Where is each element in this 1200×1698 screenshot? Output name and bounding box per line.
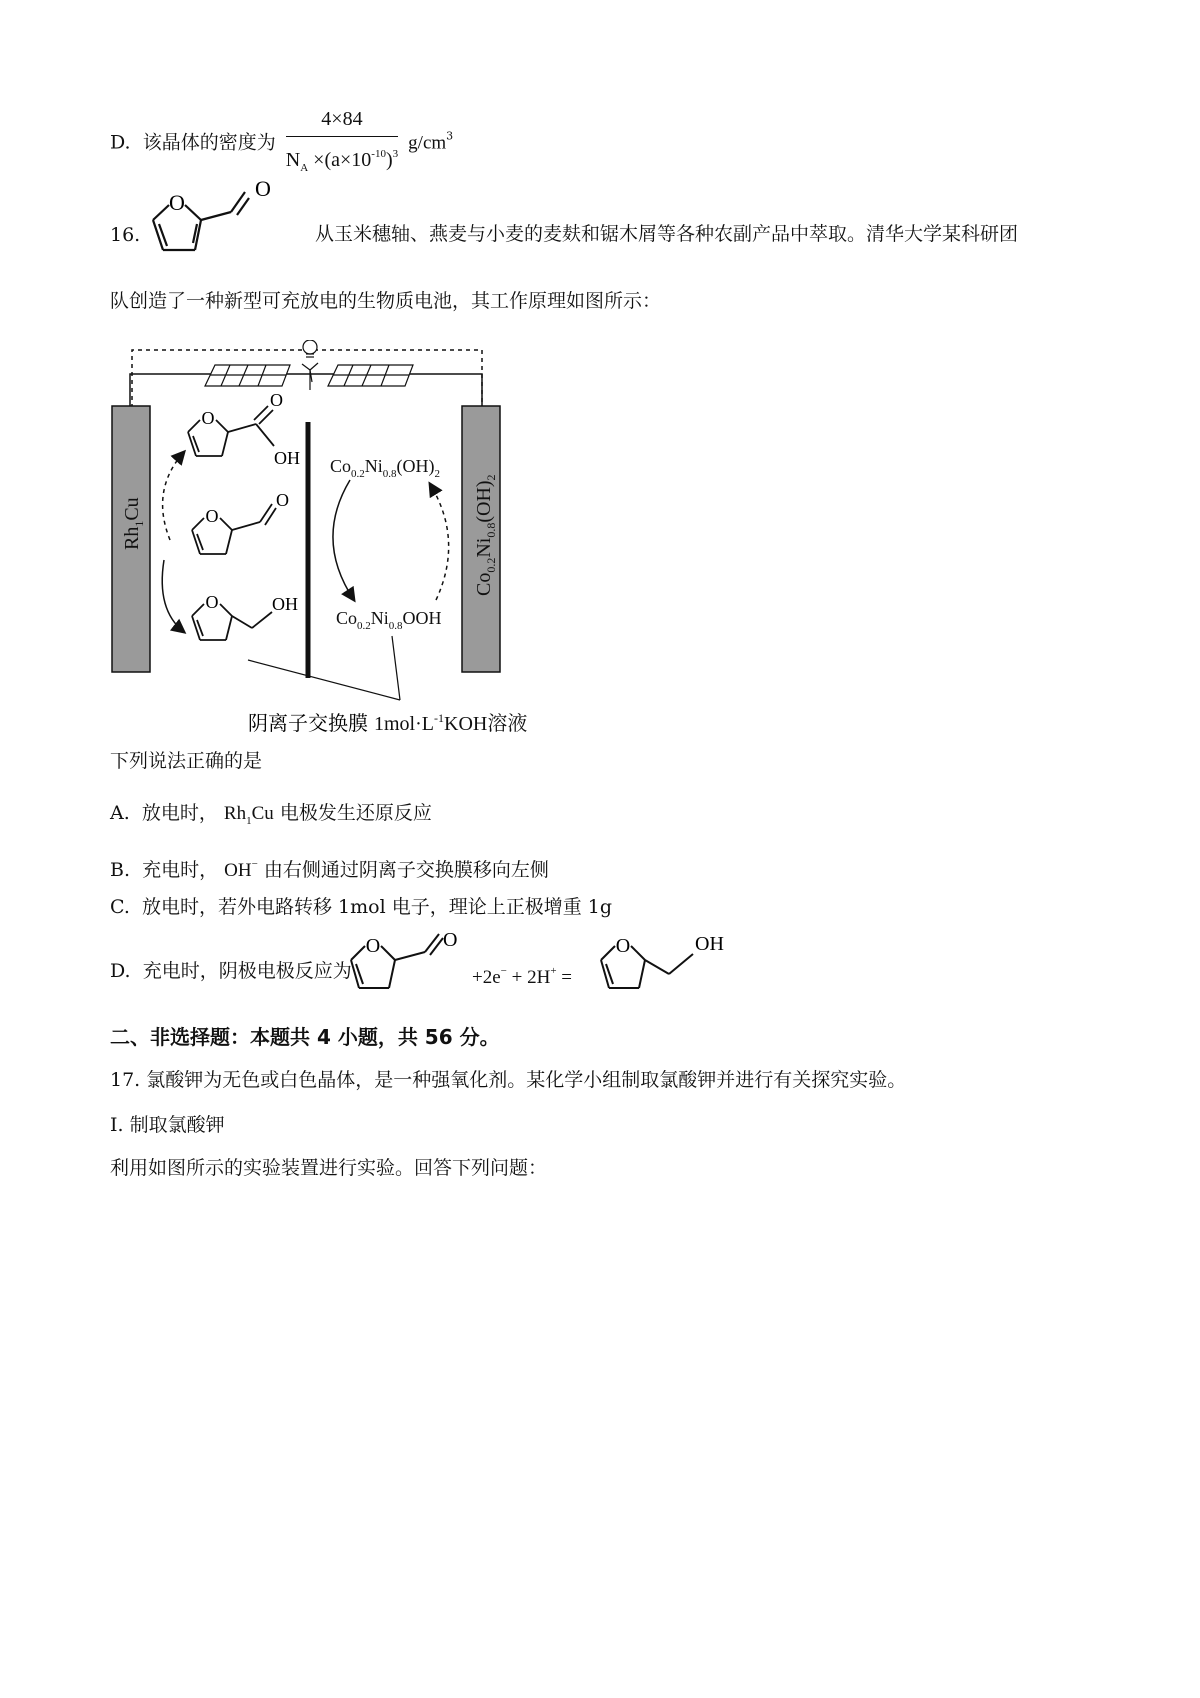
option-d-protons: + 2H: [511, 967, 551, 988]
density-unit: g/cm: [408, 132, 447, 154]
density-fraction: [286, 106, 398, 181]
option-d-text: 充电时，阴极电极反应为: [142, 960, 352, 982]
furoic-acid-carbonyl-o: O: [270, 390, 283, 410]
q16-text-line2: 队创造了一种新型可充放电的生物质电池，其工作原理如图所示：: [110, 290, 662, 312]
option-a-label: A.: [110, 802, 130, 824]
denominator-body: ×(a×10: [313, 149, 372, 171]
option-b[interactable]: [110, 851, 549, 884]
carbonyl-oxygen-label: O: [255, 176, 271, 201]
furfuryl-ring-o: O: [205, 592, 219, 612]
furoic-acid-ring-o: O: [201, 408, 215, 428]
avogadro-subscript: A: [300, 162, 309, 174]
option-b-text2: 由右侧通过阴离子交换膜移向左侧: [263, 859, 549, 881]
furfural-structure-option-d: [345, 930, 465, 1010]
section-2-title: 二、非选择题：本题共 4 小题，共 56 分。: [110, 1025, 500, 1049]
solar-panel-left-icon: [205, 365, 290, 386]
wind-turbine-icon: [302, 363, 318, 390]
oxidation-arrow-dashed: [163, 452, 184, 540]
denominator-cube: 3: [392, 148, 399, 160]
option-a-text2: 电极发生还原反应: [279, 802, 432, 824]
avogadro-symbol: N: [285, 149, 301, 171]
biomass-battery-diagram: [100, 340, 620, 760]
option-b-ion: OH−: [224, 858, 258, 881]
left-electrode-label: $Rh_1Cu$: [121, 497, 146, 550]
furoic-acid-oh: OH: [274, 448, 300, 468]
denominator-exponent: -10: [371, 148, 386, 160]
membrane-caption: 阴离子交换膜: [248, 713, 368, 735]
q16-number: 16.: [110, 224, 141, 246]
option-d-furfural-ring-o: O: [365, 935, 381, 957]
q16-text-line1: 从玉米穗轴、燕麦与小麦的麦麸和锯木屑等各种农副产品中萃取。清华大学某科研团: [315, 223, 1019, 245]
option-c[interactable]: [110, 894, 612, 920]
membrane-callout-line: [248, 660, 400, 700]
option-b-text1: 充电时，: [142, 859, 219, 881]
option-a-electrode: $Rh_1Cu$: [223, 803, 274, 827]
q17-text: 17. 氯酸钾为无色或白色晶体，是一种强氧化剂。某化学小组制取氯酸钾并进行有关探究实验。: [110, 1069, 907, 1091]
solution-callout-line: [392, 636, 400, 700]
option-d-equals: =: [561, 967, 572, 988]
right-electrode-label: $Co_{0.2}Ni_{0.8}(OH)_2$: [473, 474, 498, 596]
option-d-furfural-carbonyl-o: O: [443, 929, 458, 951]
furfural-carbonyl-o: O: [276, 490, 289, 510]
density-denominator: [286, 137, 398, 181]
ring-oxygen-label: O: [169, 190, 185, 215]
density-numerator: 4×84: [286, 106, 398, 137]
solar-panel-right-icon: [328, 365, 413, 386]
option-d[interactable]: [110, 958, 352, 984]
reduction-arrow-solid: [162, 560, 184, 632]
option-c-text: 放电时，若外电路转移 1mol 电子，理论上正极增重 1g: [142, 896, 612, 918]
density-unit-exponent: 3: [446, 129, 454, 143]
q15-option-d-text: 该晶体的密度为: [142, 131, 276, 154]
option-d-furfuryl-ring-o: O: [615, 935, 631, 957]
furfural-structure-q16: [145, 176, 285, 270]
option-d-label: D.: [110, 960, 131, 982]
right-discharge-arrow-solid: [333, 480, 354, 600]
q15-option-d: [110, 106, 453, 181]
furfuryl-alcohol-structure: [192, 604, 272, 640]
denominator-close: ): [385, 149, 393, 171]
solution-caption: $1mol\cdot L^{-1}KOH$溶液: [374, 711, 528, 735]
charging-circuit-dashed: [132, 350, 482, 408]
question-stem: 下列说法正确的是: [110, 750, 263, 772]
q17-part1-title: I. 制取氯酸钾: [110, 1114, 225, 1136]
option-d-furfuryl-oh: OH: [695, 933, 724, 955]
discharge-circuit-solid: [130, 374, 482, 410]
option-b-label: B.: [110, 859, 131, 881]
right-charge-arrow-dashed: [430, 484, 449, 600]
light-bulb-icon: [303, 340, 317, 357]
option-d-equation: +2e− + 2H+ =: [472, 965, 572, 988]
option-a[interactable]: [110, 800, 432, 834]
furfuryl-alcohol-structure-option-d: [595, 930, 735, 1010]
option-a-text1: 放电时，: [141, 802, 218, 824]
top-right-species: $Co_{0.2}Ni_{0.8}(OH)_2$: [330, 456, 441, 480]
furfural-ring-o: O: [205, 506, 219, 526]
q15-option-d-label: D.: [110, 131, 131, 154]
q17-part1-text: 利用如图所示的实验装置进行实验。回答下列问题：: [110, 1157, 548, 1179]
option-d-electrons: +2e: [472, 967, 501, 988]
furfuryl-oh: OH: [272, 594, 298, 614]
bottom-right-species: $Co_{0.2}Ni_{0.8}OOH$: [336, 608, 442, 632]
option-c-label: C.: [110, 896, 130, 918]
